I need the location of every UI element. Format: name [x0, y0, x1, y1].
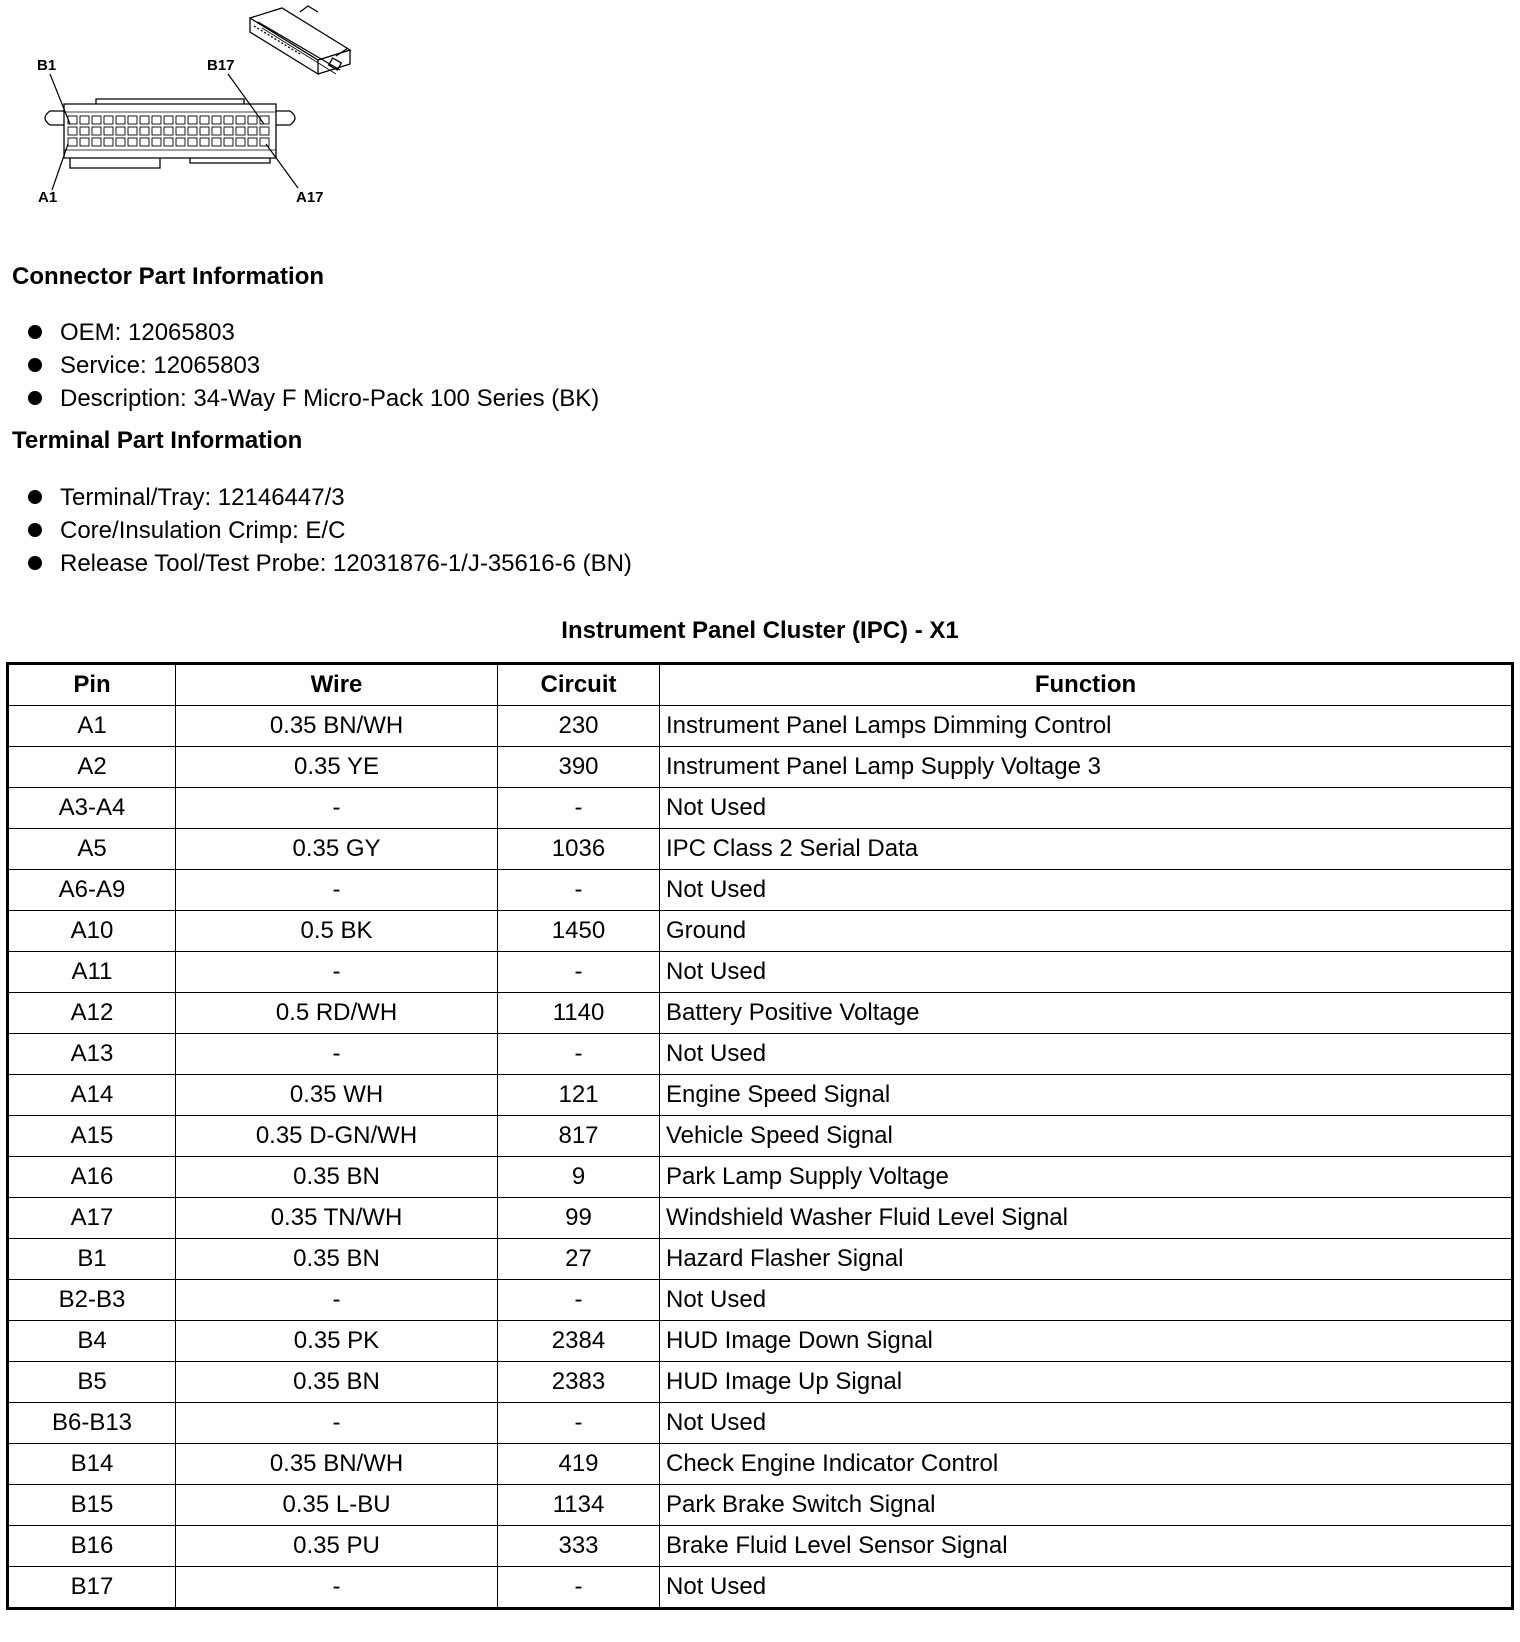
table-row	[8, 1362, 1513, 1403]
cell-circuit: 230	[498, 706, 660, 747]
cavity	[176, 116, 185, 124]
cavity	[104, 127, 113, 135]
cavity	[128, 138, 137, 146]
cell-function: Not Used	[660, 1280, 1513, 1321]
cavity	[188, 116, 197, 124]
pinout-table	[6, 662, 1514, 1610]
header-circuit: Circuit	[498, 664, 660, 706]
cell-circuit: 1140	[498, 993, 660, 1034]
cavity	[152, 138, 161, 146]
pin-label-a17: A17	[296, 189, 324, 206]
cell-wire: -	[176, 1034, 498, 1075]
list-item: Service: 12065803	[28, 349, 599, 382]
cell-pin: A3-A4	[8, 788, 176, 829]
table-row	[8, 1075, 1513, 1116]
cell-function: Instrument Panel Lamps Dimming Control	[660, 706, 1513, 747]
table-row	[8, 1321, 1513, 1362]
cell-circuit: 2384	[498, 1321, 660, 1362]
pin-label-a1: A1	[38, 189, 58, 206]
cell-pin: A13	[8, 1034, 176, 1075]
cavity	[200, 138, 209, 146]
cell-pin: B14	[8, 1444, 176, 1485]
list-item: Description: 34-Way F Micro-Pack 100 Series (BK)	[28, 382, 599, 415]
bullet-icon	[28, 325, 42, 339]
cavity	[176, 138, 185, 146]
header-pin: Pin	[8, 664, 176, 706]
cell-pin: B16	[8, 1526, 176, 1567]
table-row	[8, 993, 1513, 1034]
cell-circuit: 99	[498, 1198, 660, 1239]
cavity	[68, 127, 77, 135]
table-row	[8, 1116, 1513, 1157]
cavity	[212, 116, 221, 124]
cavity	[212, 127, 221, 135]
connector-diagram	[0, 0, 400, 230]
cell-pin: B2-B3	[8, 1280, 176, 1321]
list-item: OEM: 12065803	[28, 316, 599, 349]
cell-function: Ground	[660, 911, 1513, 952]
cell-circuit: -	[498, 1280, 660, 1321]
cell-function: Instrument Panel Lamp Supply Voltage 3	[660, 747, 1513, 788]
table-row	[8, 1034, 1513, 1075]
cell-pin: B5	[8, 1362, 176, 1403]
table-title: Instrument Panel Cluster (IPC) - X1	[561, 617, 959, 644]
cell-function: Not Used	[660, 1034, 1513, 1075]
cavity	[248, 127, 257, 135]
cell-wire: 0.35 GY	[176, 829, 498, 870]
header-wire: Wire	[176, 664, 498, 706]
cell-pin: A16	[8, 1157, 176, 1198]
cell-pin: B4	[8, 1321, 176, 1362]
cavity	[116, 138, 125, 146]
connector-part-heading: Connector Part Information	[12, 263, 325, 290]
cell-wire: 0.35 D-GN/WH	[176, 1116, 498, 1157]
cavity	[92, 138, 101, 146]
cell-wire: 0.35 L-BU	[176, 1485, 498, 1526]
cavity	[140, 116, 149, 124]
table-row	[8, 747, 1513, 788]
table-row	[8, 952, 1513, 993]
table-row	[8, 870, 1513, 911]
cell-function: HUD Image Up Signal	[660, 1362, 1513, 1403]
cell-circuit: -	[498, 1567, 660, 1609]
connector-face-view	[45, 99, 295, 168]
cavity	[128, 116, 137, 124]
list-item: Terminal/Tray: 12146447/3	[28, 481, 632, 514]
cell-wire: 0.35 BN/WH	[176, 1444, 498, 1485]
cell-wire: -	[176, 788, 498, 829]
cell-circuit: 1134	[498, 1485, 660, 1526]
cell-circuit: 27	[498, 1239, 660, 1280]
cavity	[236, 138, 245, 146]
cell-pin: A1	[8, 706, 176, 747]
cell-function: Battery Positive Voltage	[660, 993, 1513, 1034]
table-row	[8, 829, 1513, 870]
bullet-icon	[28, 523, 42, 537]
cavity	[212, 138, 221, 146]
cavity	[236, 127, 245, 135]
cell-circuit: 333	[498, 1526, 660, 1567]
cell-wire: -	[176, 1403, 498, 1444]
cavity	[260, 138, 269, 146]
cell-function: Park Lamp Supply Voltage	[660, 1157, 1513, 1198]
table-row	[8, 1526, 1513, 1567]
cell-circuit: 1036	[498, 829, 660, 870]
cavity	[200, 116, 209, 124]
cavity	[140, 127, 149, 135]
connector-part-list	[28, 316, 599, 415]
table-row	[8, 706, 1513, 747]
cavity	[164, 138, 173, 146]
terminal-part-list	[28, 481, 632, 580]
cavity	[260, 127, 269, 135]
table-row	[8, 1198, 1513, 1239]
cavity	[248, 138, 257, 146]
cavity	[128, 127, 137, 135]
cell-circuit: 1450	[498, 911, 660, 952]
cell-function: Engine Speed Signal	[660, 1075, 1513, 1116]
table-row	[8, 1239, 1513, 1280]
cavity	[224, 116, 233, 124]
cell-pin: A14	[8, 1075, 176, 1116]
cell-circuit: -	[498, 1403, 660, 1444]
cavity	[236, 116, 245, 124]
cell-pin: B17	[8, 1567, 176, 1609]
cell-circuit: 419	[498, 1444, 660, 1485]
cavity	[224, 127, 233, 135]
list-item: Release Tool/Test Probe: 12031876-1/J-35616-6 (BN)	[28, 547, 632, 580]
cell-wire: 0.35 BN	[176, 1362, 498, 1403]
list-item: Core/Insulation Crimp: E/C	[28, 514, 632, 547]
cell-function: Not Used	[660, 870, 1513, 911]
cavity	[92, 127, 101, 135]
cell-wire: 0.35 BN	[176, 1157, 498, 1198]
cell-function: Not Used	[660, 1403, 1513, 1444]
cell-pin: B1	[8, 1239, 176, 1280]
cell-wire: -	[176, 952, 498, 993]
cavity	[140, 138, 149, 146]
terminal-part-heading: Terminal Part Information	[12, 427, 303, 454]
table-row	[8, 1280, 1513, 1321]
cavity	[188, 127, 197, 135]
header-function: Function	[660, 664, 1513, 706]
cell-circuit: 817	[498, 1116, 660, 1157]
cell-circuit: -	[498, 952, 660, 993]
cavity	[164, 116, 173, 124]
pin-label-b1: B1	[37, 57, 57, 74]
cell-pin: B6-B13	[8, 1403, 176, 1444]
cell-pin: A6-A9	[8, 870, 176, 911]
cell-wire: -	[176, 870, 498, 911]
cell-wire: 0.35 TN/WH	[176, 1198, 498, 1239]
cell-circuit: 9	[498, 1157, 660, 1198]
cell-pin: A15	[8, 1116, 176, 1157]
cell-function: Not Used	[660, 952, 1513, 993]
cavity	[176, 127, 185, 135]
cell-circuit: 2383	[498, 1362, 660, 1403]
table-row	[8, 1567, 1513, 1609]
table-row	[8, 1157, 1513, 1198]
cell-pin: A10	[8, 911, 176, 952]
cell-pin: A5	[8, 829, 176, 870]
cell-function: IPC Class 2 Serial Data	[660, 829, 1513, 870]
cavity	[188, 138, 197, 146]
cavity	[80, 127, 89, 135]
cell-wire: -	[176, 1567, 498, 1609]
table-row	[8, 1444, 1513, 1485]
cavity	[152, 116, 161, 124]
bullet-icon	[28, 490, 42, 504]
bullet-icon	[28, 556, 42, 570]
cavity	[80, 138, 89, 146]
bullet-icon	[28, 391, 42, 405]
cavity	[104, 116, 113, 124]
cell-circuit: -	[498, 1034, 660, 1075]
leader-lines	[50, 74, 298, 190]
cell-circuit: 121	[498, 1075, 660, 1116]
bullet-icon	[28, 358, 42, 372]
cavity	[104, 138, 113, 146]
cell-function: Brake Fluid Level Sensor Signal	[660, 1526, 1513, 1567]
table-row	[8, 1403, 1513, 1444]
cell-wire: 0.5 BK	[176, 911, 498, 952]
cell-function: Not Used	[660, 1567, 1513, 1609]
cavity	[68, 138, 77, 146]
table-row	[8, 788, 1513, 829]
cavity	[200, 127, 209, 135]
cavity	[92, 116, 101, 124]
table-body	[8, 706, 1513, 1609]
cell-circuit: -	[498, 870, 660, 911]
cell-wire: 0.35 WH	[176, 1075, 498, 1116]
cell-pin: A17	[8, 1198, 176, 1239]
cavity-grid	[68, 116, 269, 146]
connector-3d-view	[250, 6, 350, 74]
cavity	[224, 138, 233, 146]
cavity	[164, 127, 173, 135]
cell-function: Windshield Washer Fluid Level Signal	[660, 1198, 1513, 1239]
cell-pin: A12	[8, 993, 176, 1034]
cell-pin: A11	[8, 952, 176, 993]
table-header-row	[8, 664, 1513, 706]
table-row	[8, 911, 1513, 952]
pin-label-b17: B17	[207, 57, 235, 74]
cell-function: Park Brake Switch Signal	[660, 1485, 1513, 1526]
cell-wire: -	[176, 1280, 498, 1321]
cell-function: Vehicle Speed Signal	[660, 1116, 1513, 1157]
cell-wire: 0.35 YE	[176, 747, 498, 788]
cell-function: Check Engine Indicator Control	[660, 1444, 1513, 1485]
cavity	[116, 116, 125, 124]
cell-function: Not Used	[660, 788, 1513, 829]
cell-pin: B15	[8, 1485, 176, 1526]
cell-wire: 0.35 BN	[176, 1239, 498, 1280]
cavity	[248, 116, 257, 124]
cavity	[116, 127, 125, 135]
cavity	[80, 116, 89, 124]
cell-wire: 0.5 RD/WH	[176, 993, 498, 1034]
cell-circuit: 390	[498, 747, 660, 788]
cell-wire: 0.35 PK	[176, 1321, 498, 1362]
cell-circuit: -	[498, 788, 660, 829]
cell-wire: 0.35 BN/WH	[176, 706, 498, 747]
cell-pin: A2	[8, 747, 176, 788]
cell-function: HUD Image Down Signal	[660, 1321, 1513, 1362]
cell-function: Hazard Flasher Signal	[660, 1239, 1513, 1280]
table-row	[8, 1485, 1513, 1526]
cavity	[152, 127, 161, 135]
cell-wire: 0.35 PU	[176, 1526, 498, 1567]
